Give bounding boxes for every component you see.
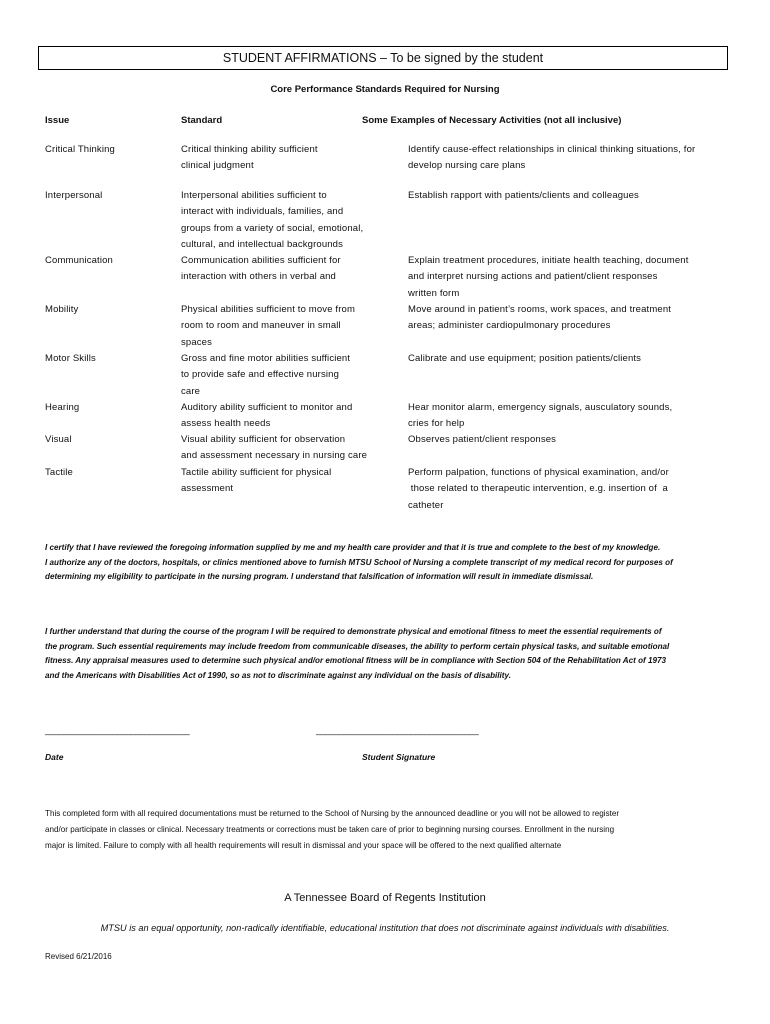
row-examples-motor-skills: [408, 351, 728, 367]
row-examples-interpersonal: [408, 188, 728, 204]
understand-paragraph: [45, 625, 735, 683]
example-line: Move around in patient’s rooms, work spaces, and treatment: [408, 304, 672, 315]
header-examples: Some Examples of Necessary Activities (not all inclusive): [362, 115, 622, 126]
example-line: cries for help: [408, 418, 465, 430]
row-issue-motor-skills: Motor Skills: [45, 353, 96, 364]
note-line: major is limited. Failure to comply with all health requirements will result in dismissal and your space will be offered to the next qualified alternate: [45, 841, 562, 850]
example-line: written form: [408, 287, 460, 299]
standard-line: Critical thinking ability sufficient: [181, 144, 318, 155]
paragraph-line: fitness. Any appraisal measures used to determine such physical and/or emotional fitness will be in compliance with Section 504 of the Rehabilitation Act of 1973: [45, 656, 666, 666]
date-label: Date: [45, 752, 64, 762]
standard-line: cultural, and intellectual backgrounds: [181, 239, 344, 251]
paragraph-line: I authorize any of the doctors, hospitals, or clinics mentioned above to furnish MTSU School of Nursing a complete transcript of my medical record for purposes of: [45, 557, 673, 567]
header-standard: Standard: [181, 115, 223, 126]
institution-line: A Tennessee Board of Regents Institution: [284, 892, 486, 904]
standard-line: interaction with others in verbal and: [181, 271, 336, 283]
standard-line: Visual ability sufficient for observation: [181, 434, 346, 445]
standard-line: Tactile ability sufficient for physical: [181, 467, 332, 478]
paragraph-line: I certify that I have reviewed the foregoing information supplied by me and my health care provider and that it is true and complete to the best of my knowledge.: [45, 543, 661, 552]
standard-line: and assessment necessary in nursing care: [181, 450, 368, 462]
standard-line: Auditory ability sufficient to monitor and: [181, 402, 353, 413]
note-line: and/or participate in classes or clinical. Necessary treatments or corrections must be taken care of prior to beginning nursing courses. Enrollment in the nursing: [45, 825, 615, 834]
note-line: This completed form with all required documentations must be returned to the School of Nursing by the announced deadline or you will not be allowed to register: [45, 809, 620, 818]
example-line: areas; administer cardiopulmonary procedures: [408, 320, 611, 332]
row-examples-critical-thinking: [408, 142, 728, 175]
standard-line: assess health needs: [181, 418, 271, 430]
example-line: and interpret nursing actions and patient/client responses: [408, 271, 658, 283]
example-line: Hear monitor alarm, emergency signals, ausculatory sounds,: [408, 402, 673, 413]
row-standard-hearing: [181, 400, 391, 433]
standard-line: groups from a variety of social, emotional,: [181, 222, 364, 234]
example-line: Observes patient/client responses: [408, 434, 557, 445]
standard-line: clinical judgment: [181, 160, 254, 172]
row-issue-visual: Visual: [45, 434, 72, 445]
submission-note: [45, 806, 735, 854]
row-standard-critical-thinking: [181, 142, 391, 175]
row-standard-visual: [181, 432, 391, 465]
example-line: those related to therapeutic intervention, e.g. insertion of a: [408, 483, 668, 495]
paragraph-line: the program. Such essential requirements may include freedom from communicable diseases, the ability to perform certain physical tasks, and suitable emotional: [45, 641, 670, 651]
revision-date: Revised 6/21/2016: [45, 952, 112, 961]
row-issue-interpersonal: Interpersonal: [45, 190, 103, 201]
standard-line: Gross and fine motor abilities sufficient: [181, 353, 351, 364]
row-standard-tactile: [181, 465, 391, 498]
standard-line: room to room and maneuver in small: [181, 320, 341, 332]
example-line: catheter: [408, 499, 444, 511]
standard-line: Interpersonal abilities sufficient to: [181, 190, 327, 201]
row-examples-hearing: [408, 400, 728, 433]
standard-line: interact with individuals, families, and: [181, 206, 344, 218]
row-standard-communication: [181, 253, 391, 286]
standard-line: care: [181, 385, 201, 397]
example-line: develop nursing care plans: [408, 160, 526, 172]
row-standard-motor-skills: [181, 351, 391, 400]
date-signature-line[interactable]: ________________________________: [45, 725, 190, 735]
row-issue-hearing: Hearing: [45, 402, 80, 413]
row-examples-mobility: [408, 302, 728, 335]
row-standard-mobility: [181, 302, 391, 351]
table-subtitle: Core Performance Standards Required for Nursing: [270, 84, 500, 95]
paragraph-line: determining my eligibility to participate in the nursing program. I understand that falsification of information will result in immediate dismissal.: [45, 572, 594, 582]
row-standard-interpersonal: [181, 188, 391, 254]
standard-line: to provide safe and effective nursing: [181, 369, 339, 381]
row-issue-tactile: Tactile: [45, 467, 73, 478]
example-line: Identify cause-effect relationships in clinical thinking situations, for: [408, 144, 696, 155]
row-examples-communication: [408, 253, 728, 302]
student-signature-label: Student Signature: [362, 752, 436, 762]
row-issue-critical-thinking: Critical Thinking: [45, 144, 115, 155]
standard-line: Physical abilities sufficient to move from: [181, 304, 356, 315]
row-examples-tactile: [408, 465, 728, 514]
example-line: Establish rapport with patients/clients and colleagues: [408, 190, 639, 201]
standard-line: spaces: [181, 336, 213, 348]
form-title: STUDENT AFFIRMATIONS – To be signed by the student: [38, 46, 728, 70]
paragraph-line: I further understand that during the course of the program I will be required to demonstrate physical and emotional fitness to meet the essential requirements of: [45, 627, 662, 636]
row-issue-mobility: Mobility: [45, 304, 79, 315]
equal-opportunity-statement: MTSU is an equal opportunity, non-radically identifiable, educational institution that does not discriminate against individuals with disabilities.: [100, 923, 670, 933]
header-issue: Issue: [45, 115, 70, 126]
standard-line: assessment: [181, 483, 234, 495]
student-signature-line[interactable]: ____________________________________: [316, 725, 479, 735]
standard-line: Communication abilities sufficient for: [181, 255, 341, 266]
example-line: Perform palpation, functions of physical examination, and/or: [408, 467, 669, 478]
certify-paragraph: [45, 541, 735, 585]
row-examples-visual: [408, 432, 728, 448]
example-line: Calibrate and use equipment; position patients/clients: [408, 353, 642, 364]
paragraph-line: and the Americans with Disabilities Act of 1990, so as not to discriminate against any individual on the basis of disability.: [45, 670, 511, 680]
row-issue-communication: Communication: [45, 255, 113, 266]
example-line: Explain treatment procedures, initiate health teaching, document: [408, 255, 689, 266]
